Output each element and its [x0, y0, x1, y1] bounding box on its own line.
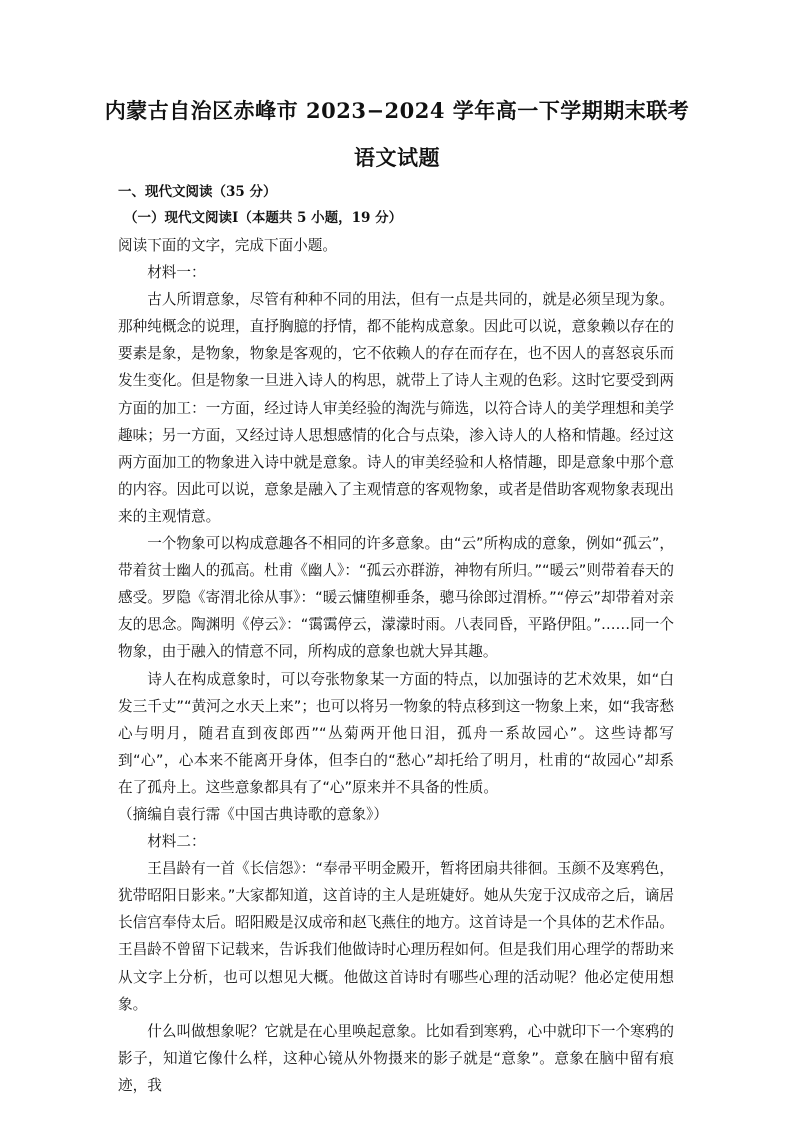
material-1-source: （摘编自袁行霈《中国古典诗歌的意象》） [118, 805, 388, 823]
section-heading: 一、现代文阅读（35 分） [118, 184, 277, 200]
material-2-label: 材料二： [147, 833, 206, 851]
document-subtitle: 语文试题 [354, 145, 440, 170]
material-2-paragraph: 什么叫做想象呢？它就是在心里唤起意象。比如看到寒鸦，心中就印下一个寒鸦的影子，知道它像什么样，这种心镜从外物摄来的影子就是“意象”。意象在脑中留有痕迹，我 [118, 1022, 674, 1094]
material-1-label: 材料一： [147, 264, 206, 282]
instruction-text: 阅读下面的文字，完成下面小题。 [118, 237, 337, 254]
document-title: 内蒙古自治区赤峰市 2023−2024 学年高一下学期期末联考 [104, 98, 690, 123]
subsection-heading: （一）现代文阅读Ⅰ（本题共 5 小题，19 分） [124, 210, 403, 226]
document-body [118, 232, 674, 1099]
material-1-paragraph: 古人所谓意象，尽管有种种不同的用法，但有一点是共同的，就是必须呈现为象。那种纯概念的说理，直抒胸臆的抒情，都不能构成意象。因此可以说，意象赖以存在的要素是象，是物象，物象是客观的，它不依赖人的存在而存在，也不因人的喜怒哀乐而发生变化。但是物象一旦进入诗人的构思，就带上了诗人主观的色彩。这时它要受到两方面的加工：一方面，经过诗人审美经验的淘洗与筛选，以符合诗人的美学理想和美学趣味；另一方面，又经过诗人思想感情的化合与点染，渗入诗人的人格和情趣。经过这两方面加工的物象进入诗中就是意象。诗人的审美经验和人格情趣，即是意象中那个意的内容。因此可以说，意象是融入了主观情意的客观物象，或者是借助客观物象表现出来的主观情意。 [118, 291, 674, 525]
material-1-paragraph: 一个物象可以构成意趣各不相同的许多意象。由“云”所构成的意象，例如“孤云”，带着贫士幽人的孤高。杜甫《幽人》：“孤云亦群游，神物有所归。”“暖云”则带着春天的感受。罗隐《寄渭北徐从事》：“暖云慵堕柳垂条，骢马徐郎过渭桥。”“停云”却带着对亲友的思念。陶渊明《停云》：“霭霭停云，濛濛时雨。八表同昏，平路伊阻。”……同一个物象，由于融入的情意不同，所构成的意象也就大异其趣。 [118, 535, 674, 661]
material-2-paragraph: 王昌龄有一首《长信怨》：“奉帚平明金殿开，暂将团扇共徘徊。玉颜不及寒鸦色，犹带昭阳日影来。”大家都知道，这首诗的主人是班婕妤。她从失宠于汉成帝之后，谪居长信宫奉侍太后。昭阳殿是汉成帝和赵飞燕住的地方。这首诗是一个具体的艺术作品。王昌龄不曾留下记载来，告诉我们他做诗时心理历程如何。但是我们用心理学的帮助来从文字上分析，也可以想见大概。他做这首诗时有哪些心理的活动呢？他必定使用想象。 [118, 860, 674, 1013]
material-1-paragraph: 诗人在构成意象时，可以夸张物象某一方面的特点，以加强诗的艺术效果，如“白发三千丈”“黄河之水天上来”；也可以将另一物象的特点移到这一物象上来，如“我寄愁心与明月，随君直到夜郎西”“丛菊两开他日泪，孤舟一系故园心”。这些诗都写到“心”，心本来不能离开身体，但李白的“愁心”却托给了明月，杜甫的“故园心”却系在了孤舟上。这些意象都具有了“心”原来并不具备的性质。 [118, 670, 674, 796]
